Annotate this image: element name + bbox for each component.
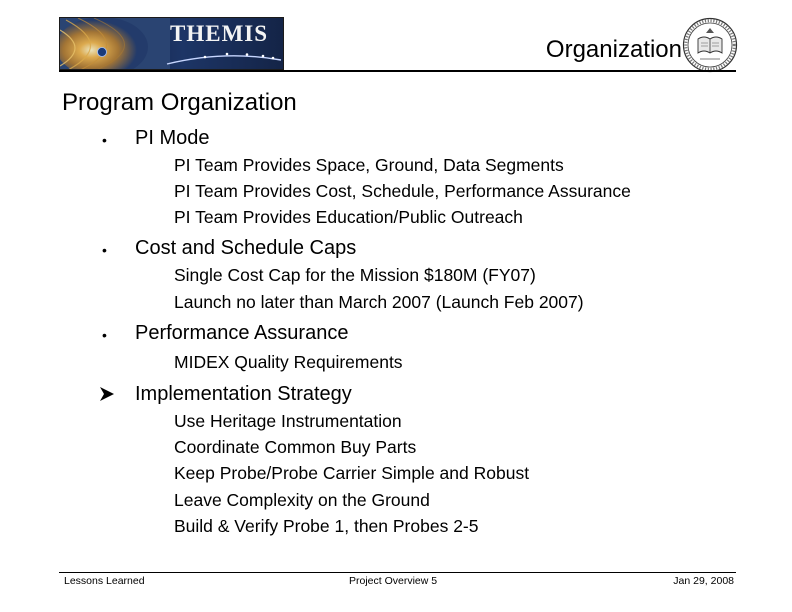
sub-item: PI Team Provides Cost, Schedule, Performance Assurance [174, 181, 631, 201]
sub-item: Launch no later than March 2007 (Launch Feb 2007) [174, 292, 584, 312]
sub-item: Single Cost Cap for the Mission $180M (FY07) [174, 265, 536, 285]
logo-wordmark: THEMIS [170, 21, 269, 46]
slide-title: Organization [545, 36, 682, 63]
university-seal-icon [682, 17, 738, 73]
bullet-label: Implementation Strategy [135, 383, 352, 405]
themis-logo-banner [59, 17, 284, 70]
bullet-label: Cost and Schedule Caps [135, 237, 357, 259]
footer-page-label: Project Overview 5 [349, 575, 438, 587]
sub-item: Coordinate Common Buy Parts [174, 437, 417, 457]
sub-item: PI Team Provides Space, Ground, Data Segments [174, 155, 564, 175]
section-heading: Program Organization [62, 89, 297, 116]
sub-item: Use Heritage Instrumentation [174, 411, 402, 431]
sub-item: Keep Probe/Probe Carrier Simple and Robust [174, 463, 530, 483]
bullet-dot: • [102, 132, 107, 148]
bullet-label: Performance Assurance [135, 322, 349, 344]
sub-item: MIDEX Quality Requirements [174, 352, 403, 372]
sub-item: Build & Verify Probe 1, then Probes 2-5 [174, 516, 479, 536]
bullet-dot: • [102, 327, 107, 343]
footer-divider [59, 572, 736, 573]
sub-item: PI Team Provides Education/Public Outreach [174, 207, 523, 227]
magnetosphere-graphic-icon [60, 18, 170, 70]
bullet-dot: • [102, 242, 107, 258]
sub-item: Leave Complexity on the Ground [174, 490, 430, 510]
orbit-swoosh-icon [165, 48, 283, 68]
header-divider [59, 70, 736, 72]
footer-date: Jan 29, 2008 [673, 575, 734, 587]
bullet-label: PI Mode [135, 127, 210, 149]
footer-left-text: Lessons Learned [64, 575, 145, 587]
arrow-bullet-icon [98, 385, 116, 403]
